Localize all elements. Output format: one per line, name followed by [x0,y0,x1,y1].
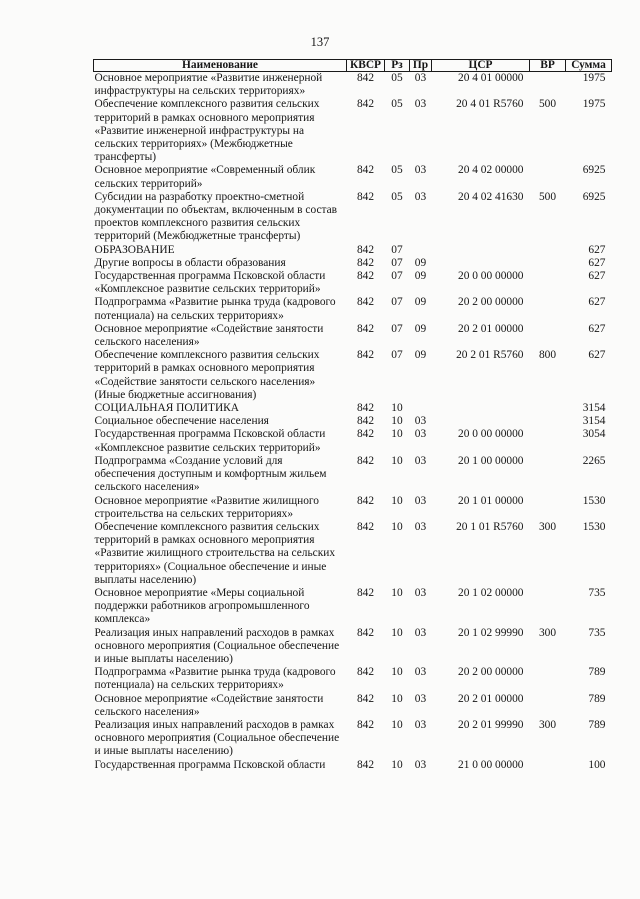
cell-kvsr: 842 [356,494,375,507]
cell-pr: 03 [414,520,427,533]
cell-pr: 03 [414,415,427,428]
cell-kvsr: 842 [356,454,375,467]
cell-sum: 3054 [582,428,606,441]
cell-csr [432,257,530,270]
cell-vr [530,693,566,719]
cell-pr: 03 [414,428,427,441]
table-row [94,719,612,759]
cell-csr: 20 4 02 41630 [458,190,524,203]
cell-sum: 6925 [582,164,606,177]
cell-kvsr: 842 [356,72,375,84]
cell-name: Субсидии на разработку проектно-сметной документации по объектам, включенным в состав проектов комплексного развития сельских территорий (Межбюджетные трансферты) [94,190,338,243]
cell-vr [530,428,566,454]
cell-vr [530,244,566,257]
cell-csr: 20 1 01 00000 [458,494,524,507]
cell-rz: 10 [391,494,403,507]
cell-pr: 03 [414,718,427,731]
cell-pr: 09 [414,296,427,309]
table-row [94,323,612,349]
cell-csr: 20 2 00 00000 [458,296,524,309]
cell-vr: 800 [538,349,557,362]
cell-sum: 789 [588,692,606,705]
cell-name: Основное мероприятие «Содействие занятости сельского населения» [94,322,324,349]
cell-name: Основное мероприятие «Развитие инженерной инфраструктуры на сельских территориях» [94,72,323,98]
cell-name: Реализация иных направлений расходов в рамках основного мероприятия (Социальное обеспечение и иные выплаты населению) [94,718,340,758]
cell-kvsr: 842 [356,164,375,177]
cell-vr [530,257,566,270]
cell-pr: 03 [414,758,427,771]
table-row [94,191,612,244]
header-name: Наименование [94,60,347,72]
header-sum: Сумма [566,60,612,72]
page-number: 137 [310,35,330,49]
cell-vr [530,296,566,322]
cell-sum: 789 [588,666,606,679]
cell-sum: 1530 [582,520,606,533]
cell-rz: 10 [391,586,403,599]
table-row [94,98,612,164]
table-row [94,244,612,257]
cell-kvsr: 842 [356,322,375,335]
header-rz: Рз [385,60,410,72]
cell-kvsr: 842 [356,296,375,309]
table-row [94,296,612,322]
cell-vr [530,323,566,349]
cell-csr [432,415,530,428]
cell-pr: 03 [414,98,427,111]
cell-rz: 10 [391,454,403,467]
cell-sum: 1975 [582,98,606,111]
cell-pr: 09 [414,256,427,269]
cell-vr: 300 [538,626,557,639]
cell-rz: 07 [391,322,403,335]
cell-rz: 07 [391,256,403,269]
cell-csr: 20 0 00 00000 [458,270,524,283]
cell-rz: 10 [391,718,403,731]
cell-rz: 10 [391,692,403,705]
cell-kvsr: 842 [356,243,375,256]
table-row [94,759,612,772]
cell-vr [530,164,566,190]
table-row [94,349,612,402]
cell-name: ОБРАЗОВАНИЕ [94,243,175,256]
cell-kvsr: 842 [356,190,375,203]
table-row [94,693,612,719]
cell-vr [530,495,566,521]
cell-csr: 20 2 01 00000 [458,692,524,705]
cell-sum: 6925 [582,190,606,203]
cell-pr: 03 [414,190,427,203]
cell-sum: 627 [588,296,606,309]
table-row [94,164,612,190]
cell-pr: 03 [414,666,427,679]
table-row [94,402,612,415]
cell-csr: 20 2 00 00000 [458,666,524,679]
cell-sum: 627 [588,243,606,256]
cell-rz: 10 [391,626,403,639]
table-row [94,72,612,99]
cell-csr: 20 2 01 99990 [458,718,524,731]
cell-sum: 100 [588,758,606,771]
cell-rz: 05 [391,164,403,177]
cell-sum: 735 [588,626,606,639]
cell-name: Основное мероприятие «Содействие занятости сельского населения» [94,692,324,718]
cell-pr: 03 [414,586,427,599]
cell-csr: 20 1 02 00000 [458,586,524,599]
cell-csr: 20 1 02 99990 [458,626,524,639]
cell-kvsr: 842 [356,415,375,428]
header-vr: ВР [530,60,566,72]
cell-pr: 09 [414,322,427,335]
cell-vr [530,415,566,428]
table-row [94,415,612,428]
cell-kvsr: 842 [356,520,375,533]
cell-rz: 10 [391,520,403,533]
cell-name: Основное мероприятие «Развитие жилищного строительства на сельских территориях» [94,494,319,520]
cell-csr [432,402,530,415]
cell-kvsr: 842 [356,402,375,415]
cell-vr: 500 [538,98,557,111]
cell-csr: 21 0 00 00000 [458,758,524,771]
budget-table [93,59,612,772]
cell-kvsr: 842 [356,666,375,679]
table-row [94,428,612,454]
cell-name: Обеспечение комплексного развития сельских территорий в рамках основного мероприятия «Развитие инженерной инфраструктуры на сельских территориях» (Межбюджетные трансферты) [94,98,320,164]
cell-vr [530,587,566,627]
cell-pr: 03 [414,494,427,507]
cell-name: Основное мероприятие «Современный облик сельских территорий» [94,164,316,190]
table-row [94,495,612,521]
cell-rz: 10 [391,666,403,679]
cell-name: Государственная программа Псковской области «Комплексное развитие сельских территорий» [94,270,326,296]
cell-kvsr: 842 [356,586,375,599]
cell-kvsr: 842 [356,428,375,441]
header-pr: Пр [410,60,432,72]
cell-pr [410,244,432,257]
cell-sum: 1530 [582,494,606,507]
cell-rz: 07 [391,270,403,283]
cell-kvsr: 842 [356,256,375,269]
cell-sum: 2265 [582,454,606,467]
table-row [94,587,612,627]
cell-sum: 789 [588,718,606,731]
cell-csr: 20 4 01 R5760 [456,98,524,111]
cell-vr: 500 [538,190,557,203]
table-row [94,257,612,270]
cell-name: Реализация иных направлений расходов в рамках основного мероприятия (Социальное обеспечение и иные выплаты населению) [94,626,340,665]
cell-rz: 10 [391,758,403,771]
cell-name: Подпрограмма «Создание условий для обеспечения доступным и комфортным жильем сельского населения» [94,454,327,494]
cell-sum: 1975 [582,72,606,84]
cell-kvsr: 842 [356,349,375,362]
cell-name: Обеспечение комплексного развития сельских территорий в рамках основного мероприятия «Развитие жилищного строительства на сельских территориях» (Социальное обеспечение и иные выплаты населению) [94,520,336,586]
cell-name: Обеспечение комплексного развития сельских территорий в рамках основного мероприятия «Содействие занятости сельского населения» (Иные бюджетные ассигнования) [94,349,320,401]
cell-rz: 05 [391,190,403,203]
cell-vr [530,402,566,415]
cell-pr: 03 [414,454,427,467]
cell-kvsr: 842 [356,626,375,639]
cell-vr: 300 [538,520,557,533]
cell-rz: 10 [391,415,403,428]
cell-name: СОЦИАЛЬНАЯ ПОЛИТИКА [94,402,240,415]
cell-vr [530,455,566,495]
cell-pr: 09 [414,349,427,362]
cell-name: Подпрограмма «Развитие рынка труда (кадрового потенциала) на сельских территориях» [94,296,336,322]
cell-name: Государственная программа Псковской области [94,758,326,771]
cell-vr [530,759,566,772]
cell-csr: 20 2 01 00000 [458,322,524,335]
cell-csr: 20 4 01 00000 [458,72,524,84]
cell-csr: 20 2 01 R5760 [456,349,524,362]
table-body [94,72,612,772]
cell-sum: 3154 [582,415,606,428]
cell-pr [410,402,432,415]
table-header [94,60,612,72]
cell-rz: 07 [391,296,403,309]
cell-name: Социальное обеспечение населения [94,415,269,428]
cell-sum: 3154 [582,402,606,415]
cell-kvsr: 842 [356,718,375,731]
cell-vr [530,270,566,296]
cell-csr: 20 4 02 00000 [458,164,524,177]
cell-rz: 10 [391,402,403,415]
cell-sum: 627 [588,349,606,362]
table-row [94,270,612,296]
cell-sum: 735 [588,586,606,599]
header-csr: ЦСР [432,60,530,72]
cell-kvsr: 842 [356,270,375,283]
header-kvsr: КВСР [347,60,385,72]
table-row [94,666,612,692]
table-row [94,627,612,667]
cell-pr: 03 [414,164,427,177]
cell-name: Основное мероприятие «Меры социальной поддержки работников агропромышленного комплекса» [94,586,310,626]
cell-name: Подпрограмма «Развитие рынка труда (кадрового потенциала) на сельских территориях» [94,666,336,692]
cell-vr [530,666,566,692]
cell-rz: 05 [391,72,403,84]
cell-pr: 03 [414,626,427,639]
cell-rz: 07 [391,349,403,362]
cell-pr: 09 [414,270,427,283]
cell-pr: 03 [414,692,427,705]
cell-sum: 627 [588,270,606,283]
cell-kvsr: 842 [356,98,375,111]
cell-pr: 03 [414,72,427,84]
cell-vr [530,72,566,99]
cell-name: Другие вопросы в области образования [94,256,286,269]
cell-vr: 300 [538,718,557,731]
cell-sum: 627 [588,322,606,335]
cell-kvsr: 842 [356,692,375,705]
cell-csr [432,244,530,257]
cell-rz: 10 [391,428,403,441]
cell-sum: 627 [588,256,606,269]
cell-csr: 20 1 01 R5760 [456,520,524,533]
cell-csr: 20 0 00 00000 [458,428,524,441]
cell-kvsr: 842 [356,758,375,771]
table-row [94,521,612,587]
cell-name: Государственная программа Псковской области «Комплексное развитие сельских территорий» [94,428,326,454]
cell-rz: 07 [391,243,403,256]
table-row [94,455,612,495]
cell-csr: 20 1 00 00000 [458,454,524,467]
cell-rz: 05 [391,98,403,111]
